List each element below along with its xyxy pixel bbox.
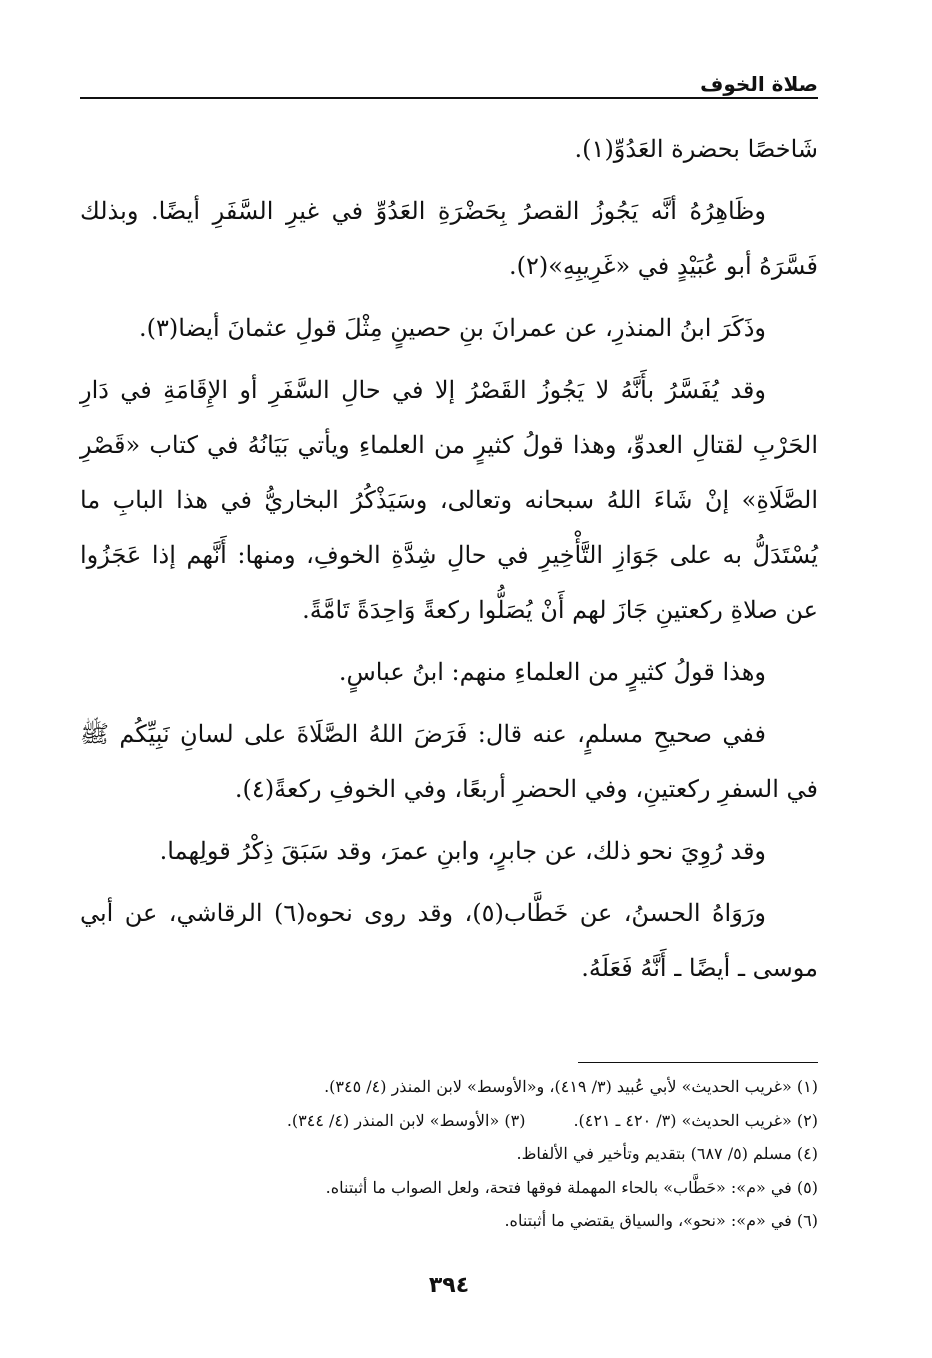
page-number: ٣٩٤ — [428, 1273, 470, 1298]
running-header-title: صلاة الخوف — [700, 72, 818, 96]
paragraph-1: شَاخصًا بحضرة العَدُوِّ(١). — [574, 135, 818, 163]
footnote-rule — [578, 1062, 818, 1063]
paragraph-6: ففي صحيحِ مسلمٍ، عنه قال: فَرَضَ اللهُ الصَّلَاةَ على لسانِ نَبِيِّكُم ﷺ في السفرِ ركعتينِ، وفي الحضرِ أربعًا، وفي الخوفِ ركعةً(٤). — [80, 720, 818, 803]
paragraph-4: وقد يُفَسَّرُ بأَنَّهُ لا يَجُوزُ القَصْرُ إلا في حالِ السَّفَرِ أو الإِقَامَةِ في دَارِ الحَرْبِ لقتالِ العدوِّ، وهذا قولُ كثيرٍ من العلماءِ ويأتي بَيَانُهُ في كتاب «قَصْرِ الصَّلَاةِ» إنْ شَاءَ اللهُ سبحانه وتعالى، وسَيَذْكُرُ البخاريُّ في هذا البابِ ما يُسْتَدَلُّ به على جَوَازِ التَّأْخِيرِ في حالِ شِدَّةِ الخوفِ، ومنها: أَنَّهم إذا عَجَزُوا عن صلاةِ ركعتينِ جَازَ لهم أَنْ يُصَلُّوا ركعةً وَاحِدَةً تَامَّةً. — [80, 376, 819, 624]
footnote-2: (٢) «غريب الحديث» (٣/ ٤٢٠ ـ ٤٢١). — [573, 1110, 818, 1130]
footnote-4: (٤) مسلم (٥/ ٦٨٧) بتقديم وتأخير في الألفاظ. — [516, 1144, 818, 1163]
footnote-6: (٦) في «م»: «نحو»، والسياق يقتضي ما أثبتناه. — [504, 1211, 818, 1230]
paragraph-3: وذَكَرَ ابنُ المنذرِ، عن عمرانَ بنِ حصينٍ مِثْلَ قولِ عثمانَ أيضا(٣). — [139, 314, 766, 342]
paragraph-8: ورَوَاهُ الحسنُ، عن خَطَّاب(٥)، وقد روى نحوه(٦) الرقاشي، عن أبي موسى ـ أيضًا ـ أَنَّهُ فَعَلَهُ. — [80, 899, 818, 982]
footnote-1: (١) «غريب الحديث» لأبي عُبيد (٣/ ٤١٩)، و«الأوسط» لابن المنذر (٤/ ٣٤٥). — [324, 1077, 818, 1096]
paragraph-2: وظَاهِرُهُ أنَّه يَجُوزُ القصرُ بِحَضْرَةِ العَدُوِّ في غيرِ السَّفَرِ أيضًا. وبذلك فَسَّرَهُ أبو عُبَيْدٍ في «غَرِيبِهِ»(٢). — [80, 197, 818, 280]
book-page — [80, 60, 818, 1320]
header-rule — [80, 97, 818, 99]
paragraph-5: وهذا قولُ كثيرٍ من العلماءِ منهم: ابنُ عباسٍ. — [338, 658, 766, 686]
footnotes — [80, 1070, 818, 1238]
footnote-3: (٣) «الأوسط» لابن المنذر (٤/ ٣٤٤). — [286, 1110, 526, 1130]
main-text — [80, 122, 818, 1003]
paragraph-7: وقد رُوِيَ نحو ذلك، عن جابرٍ، وابنِ عمرَ، وقد سَبَقَ ذِكْرُ قولِهما. — [159, 837, 766, 865]
footnote-row-2-3 — [80, 1104, 818, 1138]
footnote-5: (٥) في «م»: «حَطَّاب» بالحاء المهملة فوقها فتحة، ولعل الصواب ما أثبتناه. — [325, 1177, 818, 1197]
